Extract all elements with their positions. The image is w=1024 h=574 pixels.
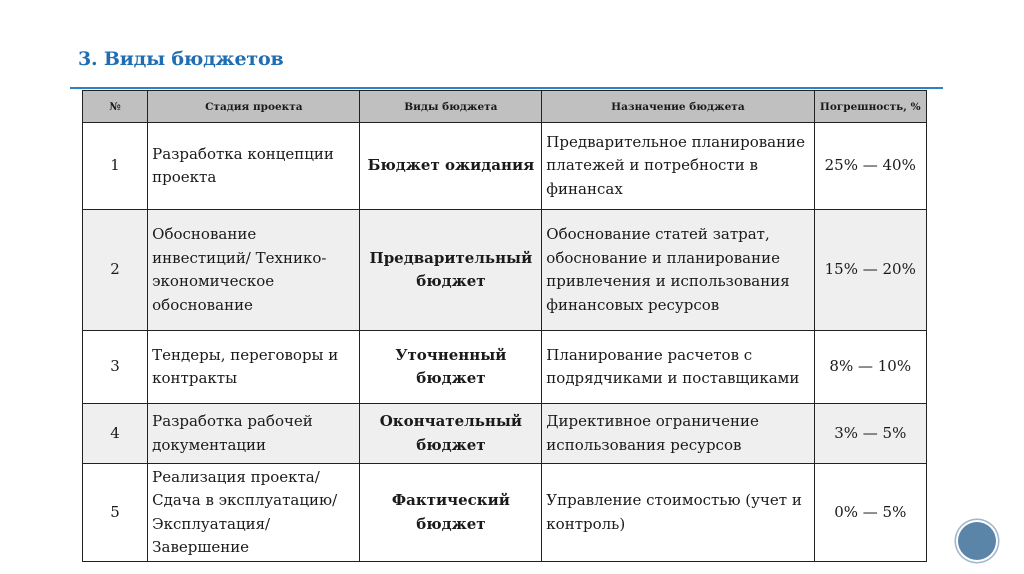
row-purpose: Обоснование статей затрат, обоснование и планирование привлечения и использования финансовых ресурсов [542,210,814,331]
title-divider [70,87,943,89]
header-number: № [83,91,148,123]
row-stage: Разработка рабочей документации [148,404,360,464]
header-stage: Стадия проекта [148,91,360,123]
row-error: 0% — 5% [814,464,926,562]
row-kind: Фактический бюджет [360,464,542,562]
budget-types-table [82,90,927,562]
row-kind: Окончательный бюджет [360,404,542,464]
table-row [83,210,927,331]
table-header-row [83,91,927,123]
circle-badge-icon [958,522,996,560]
table-row [83,464,927,562]
row-error: 15% — 20% [814,210,926,331]
row-stage: Реализация проекта/ Сдача в эксплуатацию/ Эксплуатация/ Завершение [148,464,360,562]
row-kind: Бюджет ожидания [360,123,542,210]
header-purpose: Назначение бюджета [542,91,814,123]
row-stage: Разработка концепции проекта [148,123,360,210]
row-stage: Тендеры, переговоры и контракты [148,331,360,404]
row-kind: Предварительный бюджет [360,210,542,331]
row-purpose: Предварительное планирование платежей и потребности в финансах [542,123,814,210]
row-number: 5 [83,464,148,562]
row-number: 4 [83,404,148,464]
page-title: 3. Виды бюджетов [78,48,284,70]
row-number: 3 [83,331,148,404]
row-purpose: Управление стоимостью (учет и контроль) [542,464,814,562]
row-error: 8% — 10% [814,331,926,404]
row-stage: Обоснование инвестиций/ Технико-экономическое обоснование [148,210,360,331]
table-row [83,123,927,210]
row-number: 2 [83,210,148,331]
header-error: Погрешность, % [814,91,926,123]
row-error: 25% — 40% [814,123,926,210]
row-kind: Уточненный бюджет [360,331,542,404]
row-error: 3% — 5% [814,404,926,464]
row-purpose: Директивное ограничение использования ресурсов [542,404,814,464]
table-row [83,404,927,464]
header-kind: Виды бюджета [360,91,542,123]
row-purpose: Планирование расчетов с подрядчиками и поставщиками [542,331,814,404]
table-row [83,331,927,404]
row-number: 1 [83,123,148,210]
